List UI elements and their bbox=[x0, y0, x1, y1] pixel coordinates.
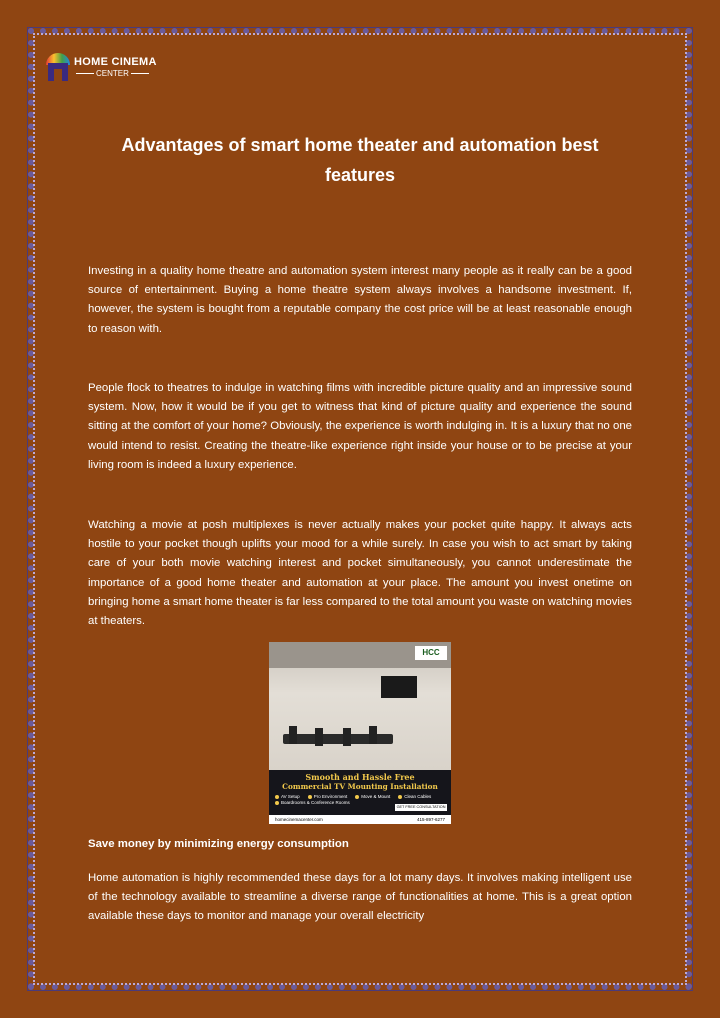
logo-title: HOME CINEMA bbox=[74, 55, 157, 68]
paragraph-2: People flock to theatres to indulge in watching films with incredible picture quality and an impressive sound system. Now, how it would be if you get to witness that kind of picture quality and experience the sound sitting at the comfort of your home? Obviously, the experience is worth indulging in. It is a luxury that no one would intend to resist. Creating the theatre-like experience right inside your house or to be precise at your living room is indeed a luxury experience. bbox=[88, 382, 632, 471]
ad-phone: 415-897-6277 bbox=[416, 817, 445, 822]
check-icon bbox=[398, 795, 402, 799]
ad-banner bbox=[269, 770, 451, 824]
ad-feature: Clean Cables bbox=[398, 794, 431, 799]
ad-feature: Pro Environment bbox=[308, 794, 348, 799]
check-icon bbox=[275, 801, 279, 805]
ad-website[interactable]: homecinemacenter.com bbox=[275, 817, 323, 822]
check-icon bbox=[355, 795, 359, 799]
document-title: Advantages of smart home theater and automation best features bbox=[121, 135, 599, 185]
check-icon bbox=[308, 795, 312, 799]
check-icon bbox=[275, 795, 279, 799]
ad-feature: Move & Mount bbox=[355, 794, 390, 799]
brand-logo[interactable] bbox=[46, 52, 176, 82]
advert-image[interactable] bbox=[269, 642, 451, 824]
conference-room-photo bbox=[269, 642, 451, 770]
ad-feature: AV Setup bbox=[275, 794, 300, 799]
ad-badge: HCC bbox=[415, 646, 447, 660]
section-heading: Save money by minimizing energy consumption bbox=[88, 838, 349, 850]
ad-headline-2: Commercial TV Mounting Installation bbox=[282, 782, 438, 791]
paragraph-3: Watching a movie at posh multiplexes is never actually makes your pocket quite happy. It always acts hostile to your pocket though uplifts your mood for a while surely. In case you wish to act smart by taking care of your both movie watching interest and pocket simultaneously, you cannot underestimate the importance of a good home theater and automation at your place. The amount you invest onetime on bringing home a smart home theater is far less compared to the total amount you waste on watching movies at theaters. bbox=[88, 519, 632, 628]
ad-headline-1: Smooth and Hassle Free bbox=[305, 772, 415, 782]
ad-consult-button[interactable]: GET FREE CONSULTATION bbox=[396, 805, 446, 809]
ad-feature: Boardrooms & Conference Rooms bbox=[275, 800, 350, 805]
paragraph-1: Investing in a quality home theatre and automation system interest many people as it really can be a good source of entertainment. Buying a home theatre system always involves a handsome investment. If, however, the system is bought from a reputable company the cost price will be at least reasonable enough to reason with. bbox=[88, 265, 632, 335]
logo-subtitle: CENTER bbox=[96, 68, 129, 78]
ad-footer bbox=[269, 815, 451, 824]
house-logo-icon bbox=[46, 53, 70, 81]
paragraph-4: Home automation is highly recommended these days for a lot many days. It involves making intelligent use of the technology available to streamline a diverse range of functionalities at home. This is a great option available these days to monitor and manage your overall electricity bbox=[88, 872, 632, 923]
tv-screen bbox=[381, 676, 417, 698]
